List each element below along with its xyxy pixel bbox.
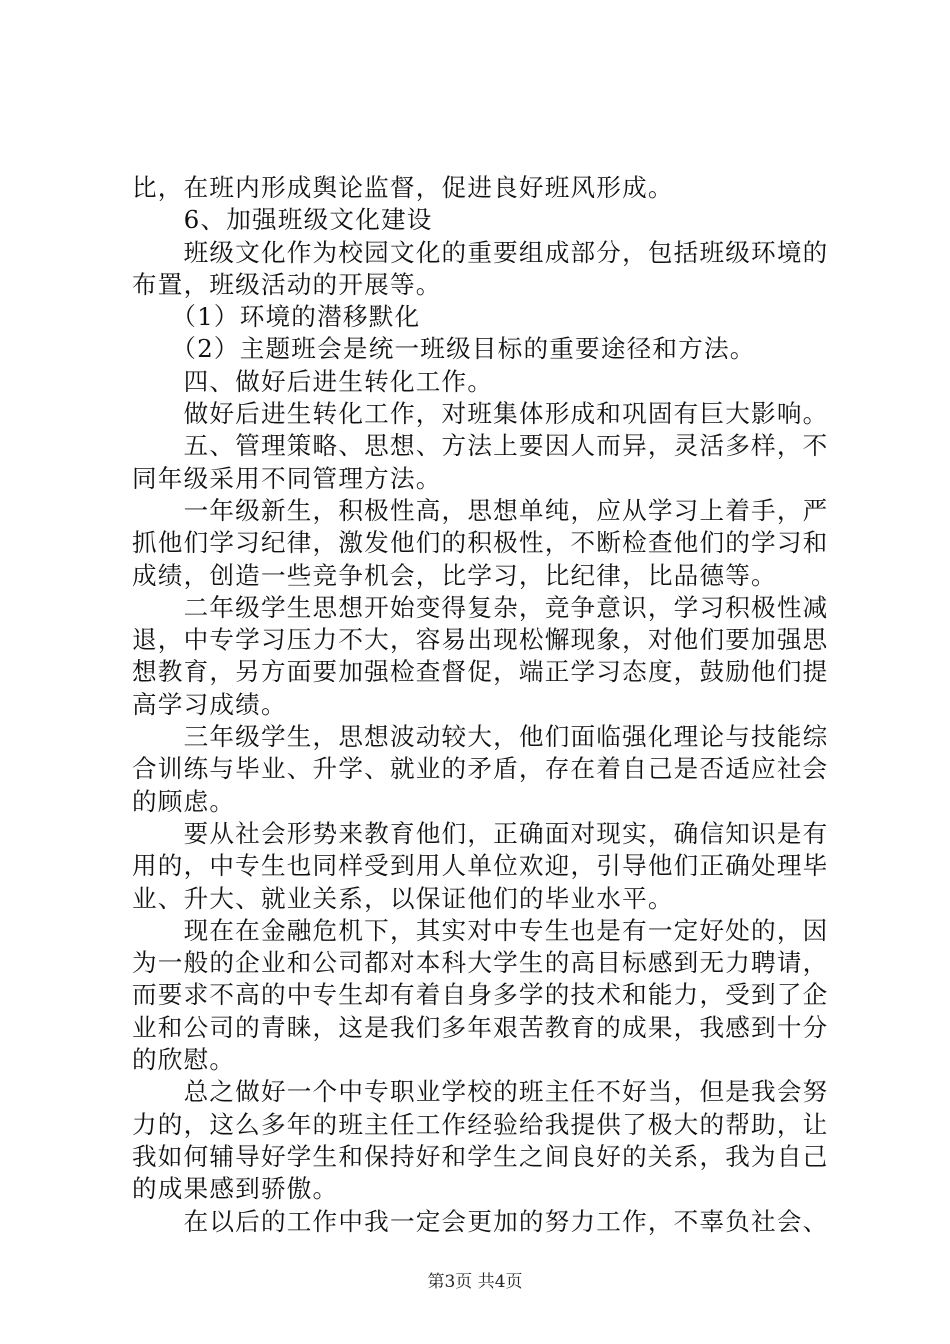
paragraph [132,398,829,430]
text-line: 的顾虑。 [132,786,236,816]
text-line: 我如何辅导好学生和保持好和学生之间良好的关系，我为自己 [132,1141,829,1171]
text-line: 二年级学生思想开始变得复杂，竞争意识，学习积极性减 [132,592,829,622]
text-line: 为一般的企业和公司都对本科大学生的高目标感到无力聘请， [132,948,829,978]
text-line: 力的，这么多年的班主任工作经验给我提供了极大的帮助，让 [132,1109,829,1139]
paragraph [132,1076,829,1205]
text-line: 一年级新生，积极性高，思想单纯，应从学习上着手，严 [132,495,829,525]
text-line: （2）主题班会是统一班级目标的重要途径和方法。 [132,334,756,364]
text-line: 班级文化作为校园文化的重要组成部分，包括班级环境的 [132,237,829,267]
paragraph [132,430,829,495]
text-line: 三年级学生，思想波动较大，他们面临强化理论与技能综 [132,722,829,752]
text-line: 的成果感到骄傲。 [132,1174,339,1204]
document-body [132,172,829,1238]
text-line: 高学习成绩。 [132,689,287,719]
page-footer: 第3页 共4页 [427,1272,523,1292]
text-line: 要从社会形势来教育他们，正确面对现实，确信知识是有 [132,818,829,848]
paragraph [132,237,829,302]
text-line: 抓他们学习纪律，激发他们的积极性，不断检查他们的学习和 [132,528,829,558]
paragraph [132,818,829,915]
paragraph [132,301,822,333]
text-line: 业、升大、就业关系，以保证他们的毕业水平。 [132,883,674,913]
text-line: 业和公司的青睐，这是我们多年艰苦教育的成果，我感到十分 [132,1012,829,1042]
text-line: 的欣慰。 [132,1045,236,1075]
text-line: 合训练与毕业、升学、就业的矛盾，存在着自己是否适应社会 [132,754,829,784]
paragraph [132,333,822,365]
text-line: 布置，班级活动的开展等。 [132,269,442,299]
paragraph [132,1206,829,1238]
text-line: 用的，中专生也同样受到用人单位欢迎，引导他们正确处理毕 [132,851,829,881]
text-line: 比，在班内形成舆论监督，促进良好班风形成。 [132,173,674,202]
text-line: 退，中专学习压力不大，容易出现松懈现象，对他们要加强思 [132,625,829,655]
paragraph [132,366,822,398]
text-line: 四、做好后进生转化工作。 [132,366,494,396]
paragraph [132,592,829,721]
paragraph [132,721,829,818]
text-line: 做好后进生转化工作，对班集体形成和巩固有巨大影响。 [132,399,829,429]
paragraph [132,204,822,236]
text-line: 6、加强班级文化建设 [132,205,433,235]
text-line: 想教育，另方面要加强检查督促，端正学习态度，鼓励他们提 [132,657,829,687]
text-line: 总之做好一个中专职业学校的班主任不好当，但是我会努 [132,1077,829,1107]
text-line: 同年级采用不同管理方法。 [132,463,442,493]
text-line: 现在在金融危机下，其实对中专生也是有一定好处的，因 [132,915,829,945]
text-line: 在以后的工作中我一定会更加的努力工作，不辜负社会、 [132,1206,829,1236]
paragraph [132,172,822,204]
text-line: 成绩，创造一些竞争机会，比学习，比纪律，比品德等。 [132,560,777,590]
text-line: 而要求不高的中专生却有着自身多学的技术和能力，受到了企 [132,980,829,1010]
text-line: 五、管理策略、思想、方法上要因人而异，灵活多样，不 [132,431,829,461]
paragraph [132,915,829,1076]
text-line: （1）环境的潜移默化 [132,302,421,332]
paragraph [132,495,829,592]
